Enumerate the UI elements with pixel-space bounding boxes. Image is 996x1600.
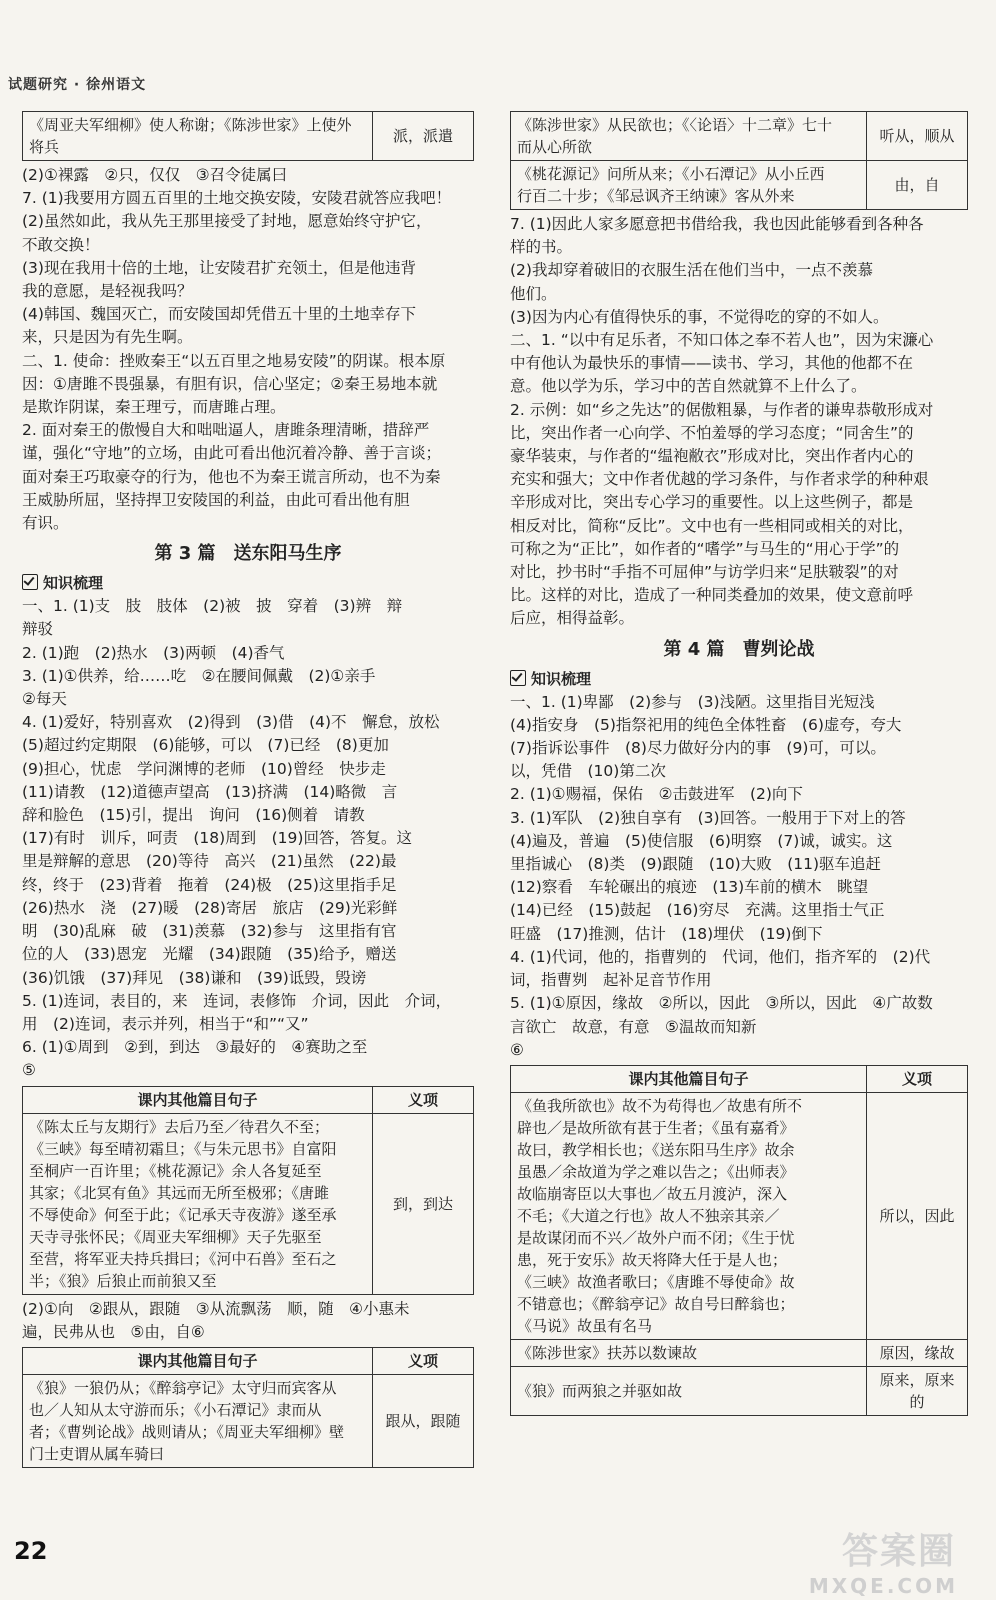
left-table-0 — [22, 111, 474, 161]
table-cell-meaning: 原来，原来的 — [867, 1366, 968, 1415]
text-line: 也／人知从太守游而乐；《小石潭记》隶而从 — [29, 1400, 322, 1419]
text-line: 意。他以学为乐，学习中的苦自然就算不上什么了。 — [510, 377, 867, 396]
text-line: 王威胁所屈，坚持捍卫安陵国的利益，由此可看出他有胆 — [22, 490, 410, 509]
right-table-0 — [510, 111, 968, 210]
text-line: 不敢交换！ — [22, 235, 100, 254]
text-line: 《陈涉世家》从民欲也；《〈论语〉十二章》七十 — [517, 116, 833, 134]
text-line: 以，凭借 (10)第二次 — [510, 762, 666, 781]
text-line: 可称之为“正比”，如作者的“嗜学”与马生的“用心于学”的 — [510, 539, 900, 558]
text-line: (17)有时 训斥，呵责 (18)周到 (19)回答，答复。这 — [22, 829, 412, 848]
text-line: 对比，抄书时“手指不可屈伸”与访学归来“足肤皲裂”的对 — [510, 563, 899, 582]
text-line: 谨，强化“守地”的立场，由此可看出他沉着冷静、善于言谈； — [22, 444, 442, 463]
text-line: 一、1. (1)支 肢 肢体 (2)被 披 穿着 (3)辨 辩 — [22, 597, 403, 616]
text-line: (5)超过约定期限 (6)能够，可以 (7)已经 (8)更加 — [22, 736, 389, 755]
text-line: 样的书。 — [510, 238, 573, 257]
left-column — [22, 108, 474, 1471]
text-line: 充实和强大；文中作者优越的学习条件，与作者求学的种种艰 — [510, 470, 929, 489]
text-line: 天寺寻张怀民；《周亚夫军细柳》天子先驱至 — [29, 1227, 322, 1246]
table-cell-meaning: 听从，顺从 — [867, 112, 968, 161]
knowledge-heading — [22, 571, 474, 595]
left-table-1 — [22, 1086, 474, 1295]
text-line: 里是辩解的意思 (20)等待 高兴 (21)虽然 (22)最 — [22, 852, 397, 871]
left-answers-b — [22, 595, 474, 1082]
text-line: 旺盛 (17)推测，估计 (18)埋伏 (19)倒下 — [510, 924, 823, 943]
table-header: 课内其他篇目句子 — [23, 1086, 373, 1113]
table-cell-sentence — [511, 161, 867, 210]
text-line: 2. 面对秦王的傲慢自大和咄咄逼人，唐雎条理清晰，措辞严 — [22, 421, 430, 440]
text-line: (2)虽然如此，我从先王那里接受了封地，愿意始终守护它， — [22, 212, 432, 231]
text-line: 终，终于 (23)背着 拖着 (24)极 (25)这里指手足 — [22, 875, 397, 894]
left-answers-c — [22, 1298, 474, 1344]
text-line: (26)热水 浇 (27)暖 (28)寄居 旅店 (29)光彩鲜 — [22, 898, 398, 917]
table-cell-meaning: 跟从，跟随 — [373, 1374, 474, 1467]
knowledge-heading — [510, 667, 968, 691]
text-line: 3. (1)①供养，给……吃 ②在腰间佩戴 (2)①亲手 — [22, 666, 376, 685]
text-line: 4. (1)爱好，特别喜欢 (2)得到 (3)借 (4)不 懈怠，放松 — [22, 713, 440, 732]
text-line: 辟也／是故所欲有甚于生者；《虽有嘉肴》 — [517, 1118, 795, 1137]
table-header: 义项 — [373, 1086, 474, 1113]
text-line: 《马说》故虽有名马 — [517, 1316, 653, 1335]
table-cell-meaning: 到，到达 — [373, 1113, 474, 1294]
text-line: 中有他认为最快乐的事情——读书、学习，其他的他都不在 — [510, 354, 914, 373]
text-line: 因：①唐雎不畏强暴，有胆有识，信心坚定；②秦王易地本就 — [22, 374, 438, 393]
text-line: (3)因为内心有值得快乐的事，不觉得吃的穿的不如人。 — [510, 307, 889, 326]
text-line: 辛形成对比，突出专心学习的重要性。以上这些例子，都是 — [510, 493, 914, 512]
text-line: 4. (1)代词，他的，指曹刿的 代词，他们，指齐军的 (2)代 — [510, 947, 931, 966]
text-line: 是欺诈阴谋，秦王理亏，而唐雎占理。 — [22, 398, 286, 417]
text-line: (12)察看 车轮碾出的痕迹 (13)车前的横木 眺望 — [510, 878, 869, 897]
text-line: 5. (1)①原因，缘故 ②所以，因此 ③所以，因此 ④广故数 — [510, 994, 933, 1013]
text-line: 不错意也；《醉翁亭记》故自号曰醉翁也； — [517, 1294, 795, 1313]
text-line: 相反对比，简称“反比”。文中也有一些相同或相关的对比， — [510, 516, 914, 535]
text-line: 2. (1)①赐福，保佑 ②击鼓进军 (2)向下 — [510, 785, 803, 804]
text-line: 者；《曹刿论战》战则请从；《周亚夫军细柳》壁 — [29, 1422, 345, 1441]
watermark-logo: 答案圈 — [841, 1531, 956, 1572]
text-line: 一、1. (1)卑鄙 (2)参与 (3)浅陋。这里指目光短浅 — [510, 692, 875, 711]
text-line: 7. (1)因此人家多愿意把书借给我，我也因此能够看到各种各 — [510, 215, 924, 233]
table-cell-sentence: 《陈涉世家》扶苏以数谏故 — [511, 1339, 867, 1366]
table-header: 课内其他篇目句子 — [511, 1065, 867, 1092]
text-line: 比。这样的对比，造成了一种同类叠加的效果，使文意前呼 — [510, 586, 914, 605]
text-line: 比，突出作者一心向学、不怕羞辱的学习态度；“同舍生”的 — [510, 423, 914, 442]
table-header: 义项 — [373, 1347, 474, 1374]
text-line: ⑥ — [510, 1040, 524, 1059]
checkbox-icon — [510, 670, 526, 686]
table-cell-sentence — [23, 1374, 373, 1467]
text-line: 至桐庐一百许里；《桃花源记》余人各复延至 — [29, 1161, 322, 1180]
text-line: 用 (2)连词，表示并列，相当于“和”“又” — [22, 1014, 309, 1033]
text-line: (4)遍及，普遍 (5)使信服 (6)明察 (7)诚，诚实。这 — [510, 831, 893, 850]
table-cell-meaning: 由，自 — [867, 161, 968, 210]
text-line: (7)指诉讼事件 (8)尽力做好分内的事 (9)可，可以。 — [510, 739, 886, 758]
text-line: 《三峡》每至晴初霜旦；《与朱元思书》自富阳 — [29, 1139, 337, 1158]
text-line: (36)饥饿 (37)拜见 (38)谦和 (39)诋毁，毁谤 — [22, 968, 367, 987]
section-4-title: 第 4 篇 曹刿论战 — [663, 638, 815, 660]
table-cell-sentence — [23, 1113, 373, 1294]
text-line: 后应，相得益彰。 — [510, 609, 635, 628]
text-line: 其家；《北冥有鱼》其远而无所至极邪；《唐雎 — [29, 1183, 330, 1202]
text-line: 我的意愿，是轻视我吗？ — [22, 282, 193, 301]
text-line: 豪华装束，与作者的“缊袍敝衣”形成对比，突出作者内心的 — [510, 447, 914, 466]
text-line: 5. (1)连词，表目的，来 连词，表修饰 介词，因此 介词， — [22, 991, 452, 1010]
text-line: 他们。 — [510, 284, 557, 303]
text-line: 3. (1)军队 (2)独自享有 (3)回答。一般用于下对上的答 — [510, 808, 906, 827]
text-line: (2)①裸露 ②只，仅仅 ③召令徒属曰 — [22, 166, 288, 184]
text-line: 二、1. “以中有足乐者，不知口体之奉不若人也”，因为宋濂心 — [510, 331, 934, 350]
text-line: 故临崩寄臣以大事也／故五月渡泸，深入 — [517, 1184, 788, 1203]
text-line: 有识。 — [22, 514, 69, 533]
table-cell-sentence — [511, 1092, 867, 1339]
text-line: 里指诚心 (8)类 (9)跟随 (10)大败 (11)驱车追赶 — [510, 855, 882, 874]
text-line: 不毛；《大道之行也》故人不独亲其亲／ — [517, 1206, 780, 1225]
text-line: 《三峡》故渔者歌曰；《唐雎不辱使命》故 — [517, 1272, 795, 1291]
text-line: 《桃花源记》问所从来；《小石潭记》从小丘西 — [517, 165, 825, 183]
right-column — [510, 108, 968, 1419]
text-line: ⑤ — [22, 1061, 36, 1080]
text-line: 而从心所欲 — [517, 138, 593, 156]
left-answers-a — [22, 164, 474, 535]
text-line: 2. 示例：如“乡之先达”的倨傲粗暴，与作者的谦卑恭敬形成对 — [510, 400, 934, 419]
text-line: 是故谋闭而不兴／故外户而不闭；《生于忧 — [517, 1228, 795, 1247]
text-line: 6. (1)①周到 ②到，到达 ③最好的 ④赛助之至 — [22, 1038, 368, 1057]
text-line: ②每天 — [22, 690, 67, 709]
knowledge-label: 知识梳理 — [43, 574, 104, 593]
table-header: 义项 — [867, 1065, 968, 1092]
text-line: 来，只是因为有先生啊。 — [22, 328, 193, 347]
text-line: 辩驳 — [22, 620, 54, 639]
text-line: 至营，将军亚夫持兵揖曰；《河中石兽》至石之 — [29, 1249, 337, 1268]
text-line: 二、1. 使命：挫败秦王“以五百里之地易安陵”的阴谋。根本原 — [22, 351, 446, 370]
text-line: 《陈太丘与友期行》去后乃至／待君久不至； — [29, 1117, 330, 1136]
table-cell-meaning: 派，派遣 — [373, 112, 474, 161]
header-title: 试题研究 · 徐州语文 — [8, 77, 147, 93]
text-line: 7. (1)我要用方圆五百里的土地交换安陵，安陵君就答应我吧！ — [22, 189, 452, 208]
text-line: 行百二十步；《邹忌讽齐王纳谏》客从外来 — [517, 187, 795, 205]
table-cell-meaning: 所以，因此 — [867, 1092, 968, 1339]
table-cell-sentence — [511, 112, 867, 161]
text-line: (2)①向 ②跟从，跟随 ③从流飘荡 顺，随 ④小惠未 — [22, 1299, 410, 1318]
text-line: 半；《狼》后狼止而前狼又至 — [29, 1271, 217, 1290]
watermark-url: MXQE.COM — [808, 1574, 958, 1598]
table-cell-sentence: 《狼》而两狼之并驱如故 — [511, 1366, 867, 1415]
text-line: (3)现在我用十倍的土地，让安陵君扩充领土，但是他违背 — [22, 258, 416, 277]
text-line: 门士吏谓从属车骑曰 — [29, 1444, 165, 1463]
text-line: 故曰，教学相长也；《送东阳马生序》故余 — [517, 1140, 795, 1159]
text-line: 辞和脸色 (15)引，提出 询问 (16)侧着 请教 — [22, 806, 365, 825]
right-table-1 — [510, 1065, 968, 1416]
text-line: (9)担心，忧虑 学问渊博的老师 (10)曾经 快步走 — [22, 759, 386, 778]
table-cell-sentence: 《周亚夫军细柳》使人称谢；《陈涉世家》上使外将兵 — [23, 112, 373, 161]
text-line: (11)请教 (12)道德声望高 (13)挤满 (14)略微 言 — [22, 782, 398, 801]
text-line: 不辱使命》何至于此；《记承天寺夜游》遂至承 — [29, 1205, 337, 1224]
text-line: 2. (1)跑 (2)热水 (3)两顿 (4)香气 — [22, 643, 285, 662]
text-line: 患，死于安乐》故天将降大任于是人也； — [517, 1250, 788, 1269]
text-line: 明 (30)乱麻 破 (31)羡慕 (32)参与 这里指有官 — [22, 922, 397, 941]
text-line: 词，指曹刿 起补足音节作用 — [510, 971, 712, 990]
text-line: (14)已经 (15)鼓起 (16)穷尽 充满。这里指士气正 — [510, 901, 885, 920]
text-line: (4)指安身 (5)指祭祀用的纯色全体牲畜 (6)虚夸，夸大 — [510, 715, 902, 734]
text-line: 面对秦王巧取豪夺的行为，他也不为秦王谎言所动，也不为秦 — [22, 467, 441, 486]
text-line: 虽愚／余故道为学之难以告之；《出师表》 — [517, 1162, 795, 1181]
text-line: (2)我却穿着破旧的衣服生活在他们当中，一点不羡慕 — [510, 261, 873, 280]
knowledge-label: 知识梳理 — [531, 669, 592, 688]
right-answers-a — [510, 213, 968, 631]
right-answers-b — [510, 691, 968, 1062]
left-table-2 — [22, 1347, 474, 1468]
table-header: 课内其他篇目句子 — [23, 1347, 373, 1374]
text-line: 《狼》一狼仍从；《醉翁亭记》太守归而宾客从 — [29, 1378, 337, 1397]
text-line: 位的人 (33)恩宠 光耀 (34)跟随 (35)给予，赠送 — [22, 945, 397, 964]
table-cell-meaning: 原因，缘故 — [867, 1339, 968, 1366]
text-line: 遍，民弗从也 ⑤由，自⑥ — [22, 1322, 205, 1341]
page-number: 22 — [14, 1537, 48, 1565]
section-3-title: 第 3 篇 送东阳马生序 — [154, 543, 342, 565]
checkbox-icon — [22, 574, 38, 590]
text-line: 《鱼我所欲也》故不为苟得也／故患有所不 — [517, 1096, 803, 1115]
text-line: (4)韩国、魏国灭亡，而安陵国却凭借五十里的土地幸存下 — [22, 305, 416, 324]
text-line: 言欲亡 故意，有意 ⑤温故而知新 — [510, 1017, 757, 1036]
